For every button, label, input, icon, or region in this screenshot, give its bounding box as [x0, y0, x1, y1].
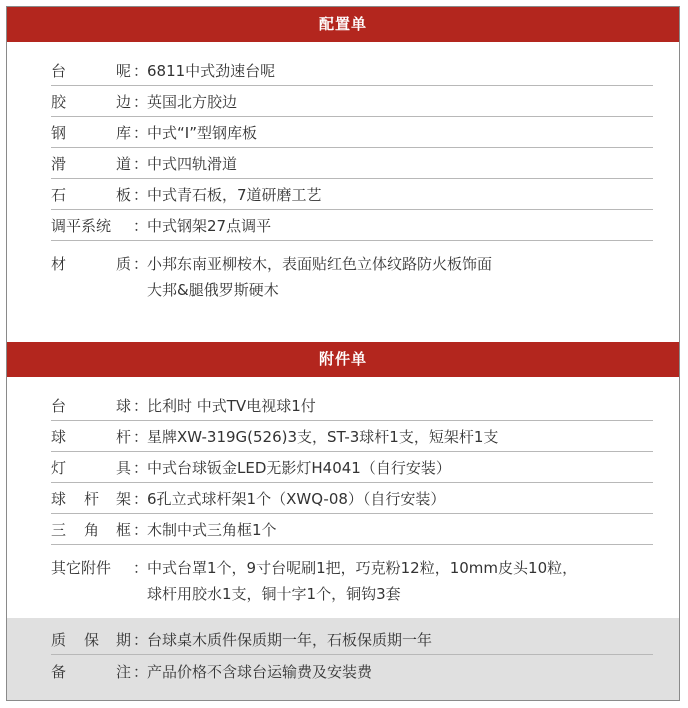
row-value: 中式台球钣金LED无影灯H4041（自行安装）	[147, 459, 451, 477]
row-label	[51, 181, 137, 209]
row-label	[51, 392, 137, 420]
row-label-char: 注	[116, 663, 132, 681]
row-value: 中式台罩1个，9寸台呢刷1把，巧克粉12粒，10mm皮头10粒，	[147, 559, 578, 577]
row-label	[51, 516, 137, 544]
row-divider	[51, 420, 653, 421]
row-value: 木制中式三角框1个	[147, 521, 277, 539]
row-label-char: 期	[116, 631, 132, 649]
row-colon: ：	[133, 428, 149, 446]
row-label-text: 其它附件	[51, 559, 112, 577]
row-divider	[51, 116, 653, 117]
row-divider	[51, 544, 653, 545]
row-value: 产品价格不含球台运输费及安装费	[147, 663, 373, 681]
row-colon: ：	[133, 521, 149, 539]
config-title: 配置单	[318, 15, 367, 33]
row-label-char: 胶	[51, 93, 67, 111]
row-label-char: 保	[84, 631, 100, 649]
row-value: 台球桌木质件保质期一年，石板保质期一年	[147, 631, 433, 649]
row-colon: ：	[133, 93, 149, 111]
row-colon: ：	[133, 155, 149, 173]
row-value: 小邦东南亚柳桉木，表面贴红色立体纹路防火板饰面	[147, 255, 493, 273]
row-colon: ：	[133, 459, 149, 477]
row-label	[51, 250, 137, 278]
spec-sheet	[6, 6, 680, 701]
row-label-char: 道	[116, 155, 132, 173]
row-label-char: 杆	[116, 428, 132, 446]
row-label-char: 架	[116, 490, 132, 508]
row-label	[51, 423, 137, 451]
row-value: 中式四轨滑道	[147, 155, 238, 173]
row-label-char: 备	[51, 663, 67, 681]
row-colon: ：	[133, 631, 149, 649]
row-colon: ：	[133, 255, 149, 273]
accessories-title: 附件单	[318, 350, 367, 368]
row-value: 星牌XW-319G(526)3支，ST-3球杆1支，短架杆1支	[147, 428, 499, 446]
row-label	[51, 485, 137, 513]
row-colon: ：	[133, 663, 149, 681]
row-label-char: 台	[51, 62, 67, 80]
row-value: 中式“I”型钢库板	[147, 124, 257, 142]
row-colon: ：	[133, 124, 149, 142]
row-value: 6811中式劲速台呢	[147, 62, 276, 80]
row-label	[51, 554, 137, 582]
row-colon: ：	[133, 559, 149, 577]
row-label-char: 杆	[84, 490, 100, 508]
config-header	[7, 7, 679, 42]
row-label-char: 呢	[116, 62, 132, 80]
row-colon: ：	[133, 186, 149, 204]
row-label-char: 钢	[51, 124, 67, 142]
row-divider	[51, 178, 653, 179]
row-colon: ：	[133, 62, 149, 80]
row-label-char: 框	[116, 521, 132, 539]
row-label	[51, 150, 137, 178]
row-divider	[51, 209, 653, 210]
row-value: 中式青石板，7道研磨工艺	[147, 186, 322, 204]
row-colon: ：	[133, 397, 149, 415]
row-divider	[51, 147, 653, 148]
row-label	[51, 88, 137, 116]
row-label-char: 材	[51, 255, 67, 273]
row-divider	[51, 451, 653, 452]
row-label-char: 库	[116, 124, 132, 142]
row-label-char: 石	[51, 186, 67, 204]
row-divider	[51, 513, 653, 514]
row-label	[51, 212, 137, 240]
row-divider	[51, 85, 653, 86]
accessories-header	[7, 342, 679, 377]
row-label-char: 角	[84, 521, 100, 539]
row-label-char: 三	[51, 521, 67, 539]
row-divider	[51, 654, 653, 655]
row-value: 中式钢架27点调平	[147, 217, 272, 235]
row-label	[51, 658, 137, 686]
row-value: 比利时 中式TV电视球1付	[147, 397, 316, 415]
row-label	[51, 626, 137, 654]
row-value-line2: 大邦&腿俄罗斯硬木	[147, 281, 279, 299]
row-value: 英国北方胶边	[147, 93, 238, 111]
row-label-text: 调平系统	[51, 217, 112, 235]
row-label-char: 质	[51, 631, 67, 649]
row-label-char: 灯	[51, 459, 67, 477]
row-label-char: 具	[116, 459, 132, 477]
row-label	[51, 119, 137, 147]
row-label-char: 台	[51, 397, 67, 415]
row-colon: ：	[133, 217, 149, 235]
row-value: 6孔立式球杆架1个（XWQ-08）（自行安装）	[147, 490, 446, 508]
row-colon: ：	[133, 490, 149, 508]
row-label-char: 球	[51, 490, 67, 508]
row-label-char: 板	[116, 186, 132, 204]
row-label	[51, 57, 137, 85]
row-label-char: 球	[116, 397, 132, 415]
row-divider	[51, 240, 653, 241]
row-label	[51, 454, 137, 482]
row-label-char: 滑	[51, 155, 67, 173]
row-label-char: 边	[116, 93, 132, 111]
row-value-line2: 球杆用胶水1支，铜十字1个，铜钩3套	[147, 585, 401, 603]
row-label-char: 球	[51, 428, 67, 446]
row-label-char: 质	[116, 255, 132, 273]
row-divider	[51, 482, 653, 483]
